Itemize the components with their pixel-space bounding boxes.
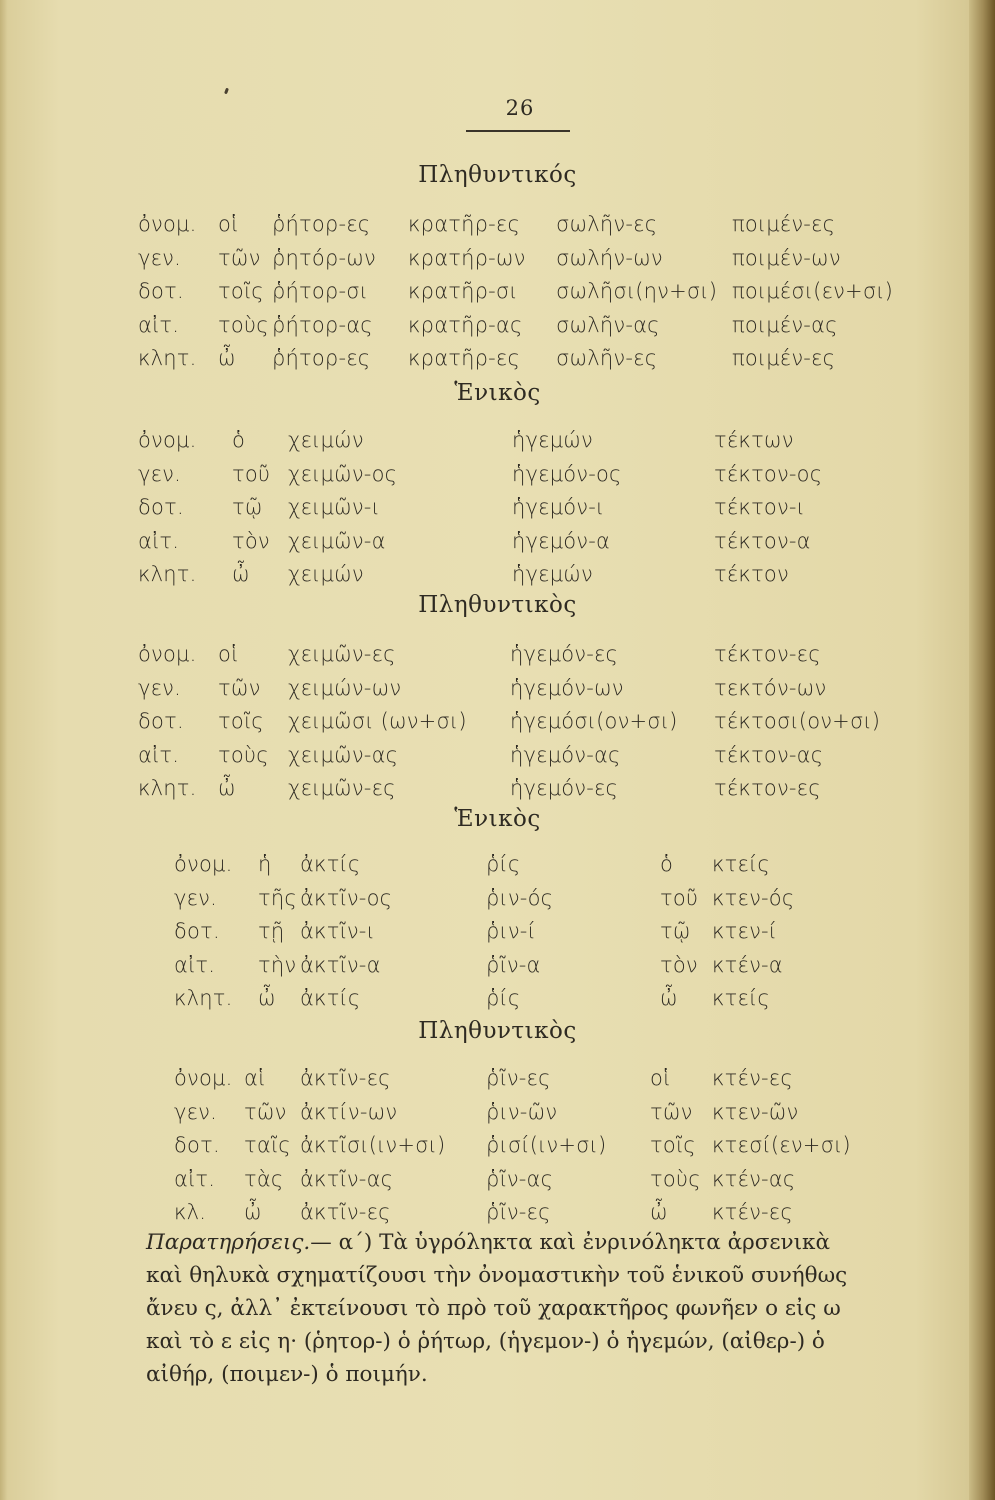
article: τῶν xyxy=(650,1099,693,1124)
noun-form: ποιμέν-ων xyxy=(732,245,841,270)
table-row xyxy=(0,848,995,880)
article: τῷ xyxy=(232,495,263,519)
table-row xyxy=(0,1163,995,1195)
remarks-label: Παρατηρήσεις. xyxy=(146,1230,311,1255)
noun-form: ἡγεμόν-ι xyxy=(512,495,605,519)
noun-form: σωλῆν-ες xyxy=(556,212,658,236)
table-row xyxy=(0,275,995,307)
noun-form: ποιμέν-ες xyxy=(732,212,836,236)
remarks-line-5: αἰθήρ, (ποιμεν-) ὁ ποιμήν. xyxy=(146,1362,428,1387)
article: τοῦ xyxy=(660,885,699,910)
case-label: γεν. xyxy=(138,461,181,486)
article: ὁ xyxy=(232,428,246,452)
noun-form: ἡγεμών xyxy=(512,562,593,586)
noun-form: ῥιν-ί xyxy=(486,919,536,943)
case-label: γεν. xyxy=(174,885,217,910)
noun-form: τέκτον-ες xyxy=(714,776,821,800)
noun-form: ἡγεμόν-ος xyxy=(512,461,622,486)
noun-form: ῥήτορ-σι xyxy=(272,279,369,303)
noun-form: ῥίς xyxy=(486,852,521,876)
noun-form: χειμών xyxy=(288,562,364,586)
noun-form: ῥητόρ-ων xyxy=(272,245,376,270)
article: ταῖς xyxy=(244,1133,291,1157)
case-label: ὀνομ. xyxy=(138,642,197,666)
noun-form: χειμῶσι (ων+σι) xyxy=(288,709,467,733)
noun-form: χειμῶν-ες xyxy=(288,776,396,800)
noun-form: ῥιν-ῶν xyxy=(486,1099,558,1124)
article: ἡ xyxy=(258,852,272,876)
table-row xyxy=(0,672,995,704)
case-label: γεν. xyxy=(174,1099,217,1124)
noun-form: ἡγεμόσι(ον+σι) xyxy=(510,709,678,733)
table-row xyxy=(0,525,995,557)
noun-form: ῥῖν-ες xyxy=(486,1200,551,1224)
article: αἱ xyxy=(244,1066,266,1090)
noun-form: σωλῆν-ας xyxy=(556,312,660,337)
remarks-line-1 xyxy=(146,1226,906,1259)
table-row xyxy=(0,458,995,490)
table-row xyxy=(0,491,995,523)
noun-form: τέκτον-ας xyxy=(714,742,824,767)
table-row xyxy=(0,949,995,981)
case-label: ὀνομ. xyxy=(138,428,197,452)
noun-form: ἀκτῖν-ες xyxy=(300,1200,391,1224)
case-label: κλητ. xyxy=(138,776,197,800)
case-label: δοτ. xyxy=(138,279,184,303)
noun-form: ῥισί(ιν+σι) xyxy=(486,1133,607,1157)
noun-form: κρατήρ-ων xyxy=(408,245,526,270)
noun-form: ἀκτίν-ων xyxy=(300,1099,398,1124)
article: τὴν xyxy=(258,952,297,977)
article: τοῖς xyxy=(218,279,264,303)
section-heading-plural-5: Πληθυντικὸς xyxy=(418,1018,577,1044)
noun-form: κρατῆρ-ες xyxy=(408,346,520,370)
noun-form: ποιμέν-ας xyxy=(732,312,838,337)
table-row xyxy=(0,638,995,670)
table-row xyxy=(0,424,995,456)
case-label: κλητ. xyxy=(138,346,197,370)
noun-form: κτεν-ός xyxy=(712,885,795,910)
noun-form: κρατῆρ-σι xyxy=(408,279,518,303)
noun-form: ῥῖν-α xyxy=(486,952,541,977)
noun-form: κτείς xyxy=(712,852,770,876)
noun-form: τέκτον-ες xyxy=(714,642,821,666)
article: τῶν xyxy=(244,1099,287,1124)
table-row xyxy=(0,242,995,274)
noun-form: ἡγεμόν-α xyxy=(512,528,611,553)
case-label: κλ. xyxy=(174,1200,207,1224)
page-number: 26 xyxy=(505,96,535,120)
article: τῇ xyxy=(258,919,285,943)
noun-form: ἡγεμών xyxy=(512,428,593,452)
case-label: ὀνομ. xyxy=(138,212,197,236)
case-label: αἰτ. xyxy=(138,528,180,553)
article: ὦ xyxy=(660,986,678,1010)
noun-form: ἀκτίς xyxy=(300,986,361,1010)
noun-form: ἀκτῖν-ας xyxy=(300,1166,394,1191)
noun-form: τέκτον xyxy=(714,562,789,586)
noun-form: τέκτοσι(ον+σι) xyxy=(714,709,881,733)
noun-form: ῥήτορ-ες xyxy=(272,212,371,236)
table-row xyxy=(0,558,995,590)
article: ὦ xyxy=(650,1200,668,1224)
remarks-line-3: ἄνευ ς, ἀλλ᾽ ἐκτείνουσι τὸ πρὸ τοῦ χαρακτῆρος φωνῆεν ο εἰς ω xyxy=(146,1296,841,1321)
noun-form: ἀκτῖν-ος xyxy=(300,885,393,910)
noun-form: ἀκτῖσι(ιν+σι) xyxy=(300,1133,446,1157)
noun-form: ἡγεμόν-ες xyxy=(510,642,619,666)
case-label: δοτ. xyxy=(174,1133,220,1157)
remarks-line-4: καὶ τὸ ε εἰς η· (ῥητορ-) ὁ ῥήτωρ, (ἡγεμον-) ὁ ἡγεμών, (αἰθερ-) ὁ xyxy=(146,1329,825,1354)
case-label: κλητ. xyxy=(138,562,197,586)
article: τῷ xyxy=(660,919,691,943)
article: ὦ xyxy=(232,562,250,586)
table-row xyxy=(0,705,995,737)
table-row xyxy=(0,208,995,240)
section-heading-plural-1: Πληθυντικός xyxy=(418,162,577,188)
noun-form: ῥήτορ-ας xyxy=(272,312,373,337)
noun-form: κτέν-ας xyxy=(712,1166,796,1191)
article: τῆς xyxy=(258,885,297,910)
case-label: δοτ. xyxy=(138,495,184,519)
noun-form: χειμῶν-ος xyxy=(288,461,398,486)
noun-form: χειμών-ων xyxy=(288,675,402,700)
article: τῶν xyxy=(218,675,261,700)
table-row xyxy=(0,1196,995,1228)
case-label: ὀνομ. xyxy=(174,852,233,876)
noun-form: ἡγεμόν-ων xyxy=(510,675,624,700)
noun-form: ἀκτίς xyxy=(300,852,361,876)
ink-speck xyxy=(224,88,229,95)
noun-form: ῥίς xyxy=(486,986,521,1010)
noun-form: τέκτων xyxy=(714,428,794,452)
article: τὸν xyxy=(660,952,698,977)
noun-form: κτεν-ῶν xyxy=(712,1099,799,1124)
article: τοῦ xyxy=(232,461,271,486)
noun-form: κρατῆρ-ες xyxy=(408,212,520,236)
noun-form: χειμών xyxy=(288,428,364,452)
article: τοῖς xyxy=(218,709,264,733)
noun-form: κτείς xyxy=(712,986,770,1010)
case-label: αἰτ. xyxy=(138,312,180,337)
case-label: ὀνομ. xyxy=(174,1066,233,1090)
noun-form: ἀκτῖν-ι xyxy=(300,919,375,943)
case-label: αἰτ. xyxy=(138,742,180,767)
table-row xyxy=(0,982,995,1014)
noun-form: χειμῶν-ι xyxy=(288,495,380,519)
article: ὁ xyxy=(660,852,674,876)
article: οἱ xyxy=(218,212,239,236)
case-label: αἰτ. xyxy=(174,1166,216,1191)
article: ὦ xyxy=(244,1200,262,1224)
noun-form: ποιμέν-ες xyxy=(732,346,836,370)
section-heading-singular-4: Ἑνικὸς xyxy=(454,806,541,832)
case-label: γεν. xyxy=(138,245,181,270)
table-row xyxy=(0,1062,995,1094)
noun-form: χειμῶν-α xyxy=(288,528,386,553)
noun-form: τέκτον-ος xyxy=(714,461,823,486)
article: ὦ xyxy=(218,776,236,800)
noun-form: κτέν-ες xyxy=(712,1066,793,1090)
table-row xyxy=(0,1129,995,1161)
table-row xyxy=(0,342,995,374)
article: οἱ xyxy=(650,1066,671,1090)
noun-form: ῥήτορ-ες xyxy=(272,346,371,370)
noun-form: τέκτον-ι xyxy=(714,495,805,519)
table-row xyxy=(0,772,995,804)
noun-form: ῥῖν-ας xyxy=(486,1166,554,1191)
section-heading-plural-3: Πληθυντικὸς xyxy=(418,592,577,618)
case-label: κλητ. xyxy=(174,986,233,1010)
section-heading-singular-2: Ἑνικὸς xyxy=(454,380,541,406)
case-label: αἰτ. xyxy=(174,952,216,977)
remarks-line-2: καὶ θηλυκὰ σχηματίζουσι τὴν ὀνομαστικὴν τοῦ ἑνικοῦ συνήθως xyxy=(146,1263,848,1288)
noun-form: κτέν-α xyxy=(712,952,783,977)
noun-form: σωλήν-ων xyxy=(556,245,663,270)
table-row xyxy=(0,882,995,914)
noun-form: ἀκτῖν-α xyxy=(300,952,381,977)
noun-form: ποιμέσι(εν+σι) xyxy=(732,279,894,303)
article: τὰς xyxy=(244,1166,284,1191)
remarks-text: — α΄) Τὰ ὑγρόληκτα καὶ ἐνρινόληκτα ἀρσενικὰ xyxy=(310,1230,830,1255)
article: τῶν xyxy=(218,245,261,270)
noun-form: ἡγεμόν-ες xyxy=(510,776,619,800)
noun-form: τεκτόν-ων xyxy=(714,675,827,700)
article: τοῖς xyxy=(650,1133,696,1157)
noun-form: ῥιν-ός xyxy=(486,885,554,910)
case-label: γεν. xyxy=(138,675,181,700)
article: ὦ xyxy=(258,986,276,1010)
article: τοὺς xyxy=(218,742,269,767)
noun-form: ἡγεμόν-ας xyxy=(510,742,621,767)
table-row xyxy=(0,309,995,341)
noun-form: ἀκτῖν-ες xyxy=(300,1066,391,1090)
noun-form: σωλῆσι(ην+σι) xyxy=(556,279,718,303)
noun-form: κτεν-ί xyxy=(712,919,778,943)
page-number-rule xyxy=(466,130,570,132)
noun-form: ῥῖν-ες xyxy=(486,1066,551,1090)
noun-form: τέκτον-α xyxy=(714,528,811,553)
table-row xyxy=(0,915,995,947)
noun-form: χειμῶν-ας xyxy=(288,742,399,767)
noun-form: σωλῆν-ες xyxy=(556,346,658,370)
noun-form: κτεσί(εν+σι) xyxy=(712,1133,851,1157)
article: οἱ xyxy=(218,642,239,666)
remarks-paragraph xyxy=(146,1226,906,1391)
noun-form: κτέν-ες xyxy=(712,1200,793,1224)
noun-form: κρατῆρ-ας xyxy=(408,312,523,337)
article: τοὺς xyxy=(650,1166,701,1191)
case-label: δοτ. xyxy=(138,709,184,733)
noun-form: χειμῶν-ες xyxy=(288,642,396,666)
article: ὦ xyxy=(218,346,236,370)
case-label: δοτ. xyxy=(174,919,220,943)
article: τοὺς xyxy=(218,312,269,337)
article: τὸν xyxy=(232,528,270,553)
table-row xyxy=(0,1096,995,1128)
table-row xyxy=(0,739,995,771)
